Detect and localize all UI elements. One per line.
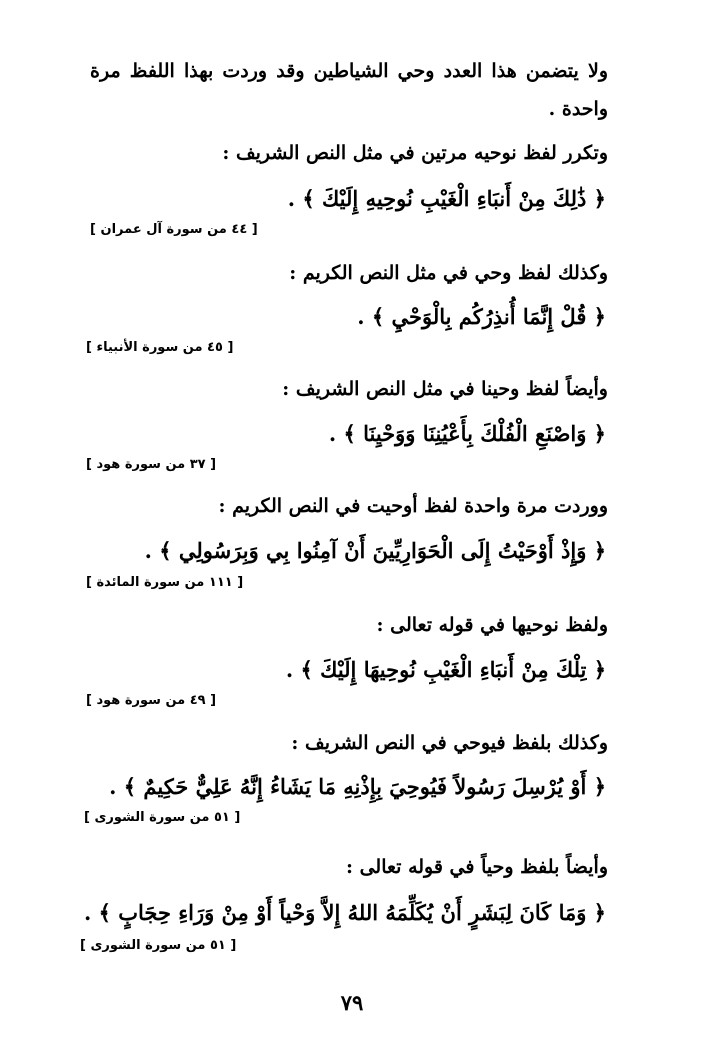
entry-lead: ووردت مرة واحدة لفظ أوحيت في النص الكريم : (218, 495, 608, 517)
quran-verse: ﴿ تِلْكَ مِنْ أَنبَاءِ الْغَيْبِ نُوحِيهَا إِلَيْكَ ﴾ . (285, 657, 606, 682)
verse-reference: [ ٥١ من سورة الشورى ] (84, 810, 241, 825)
intro-line-1: ولا يتضمن هذا العدد وحي الشياطين وقد وردت بهذا اللفظ مرة (90, 60, 608, 82)
verse-reference: [ ٤٥ من سورة الأنبياء ] (86, 340, 234, 355)
verse-reference: [ ١١١ من سورة المائدة ] (86, 575, 244, 590)
quran-verse: ﴿ وَإِذْ أَوْحَيْتُ إِلَى الْحَوَارِيِّينَ أَنْ آمِنُوا بِي وَبِرَسُولِي ﴾ . (144, 538, 606, 563)
entry-lead: وكذلك بلفظ فيوحي في النص الشريف : (291, 732, 608, 754)
quran-verse: ﴿ أَوْ يُرْسِلَ رَسُولاً فَيُوحِيَ بِإِذْنِهِ مَا يَشَاءُ إِنَّهُ عَلِيٌّ حَكِيمٌ ﴾ . (109, 774, 606, 799)
quran-verse: ﴿ قُلْ إِنَّمَا أُنذِرُكُم بِالْوَحْيِ ﴾ . (357, 304, 606, 329)
verse-reference: [ ٤٩ من سورة هود ] (86, 693, 217, 708)
quran-verse: ﴿ وَاصْنَعِ الْفُلْكَ بِأَعْيُنِنَا وَوَحْيِنَا ﴾ . (328, 421, 606, 446)
page-number: ٧٩ (340, 990, 364, 1015)
entry-lead: وأيضاً لفظ وحينا في مثل النص الشريف : (282, 378, 608, 400)
entry-lead: وكذلك لفظ وحي في مثل النص الكريم : (289, 262, 608, 284)
quran-verse: ﴿ وَمَا كَانَ لِبَشَرٍ أَنْ يُكَلِّمَهُ اللهُ إِلاَّ وَحْياً أَوْ مِنْ وَرَاءِ حِجَابٍ ﴾ . (83, 900, 606, 925)
intro-line-2: واحدة . (548, 98, 608, 120)
entry-lead: ولفظ نوحيها في قوله تعالى : (376, 614, 608, 636)
entry-lead: وتكرر لفظ نوحيه مرتين في مثل النص الشريف : (222, 142, 608, 164)
entry-lead: وأيضاً بلفظ وحياً في قوله تعالى : (345, 856, 608, 878)
verse-reference: [ ٤٤ من سورة آل عمران ] (90, 222, 258, 237)
quran-verse: ﴿ ذَٰلِكَ مِنْ أَنبَاءِ الْغَيْبِ نُوحِيهِ إِلَيْكَ ﴾ . (287, 186, 606, 211)
verse-reference: [ ٣٧ من سورة هود ] (86, 457, 217, 472)
verse-reference: [ ٥١ من سورة الشورى ] (80, 938, 237, 953)
